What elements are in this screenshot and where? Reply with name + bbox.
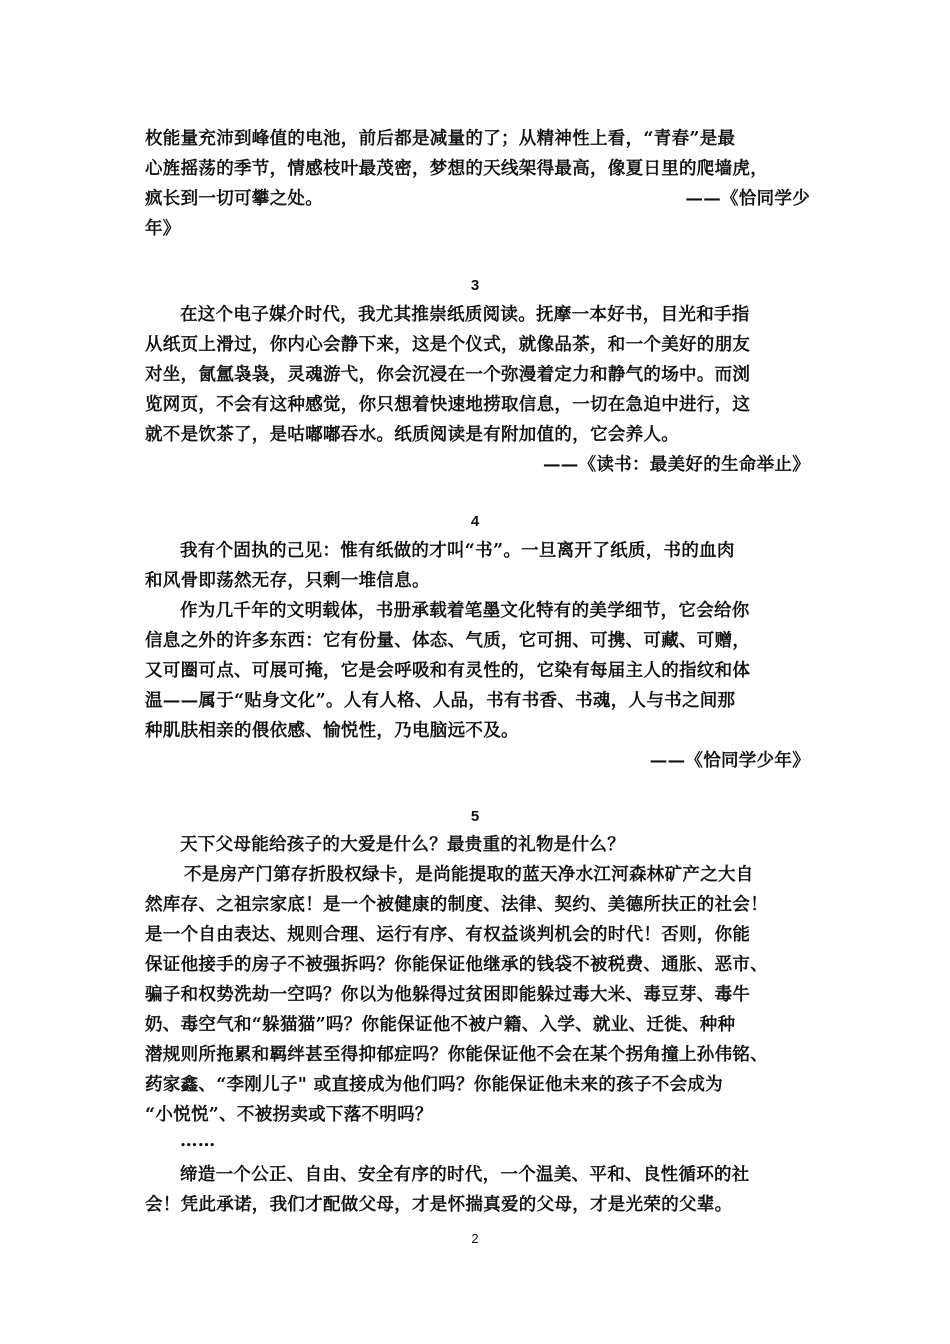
section-5-line: 保证他接手的房子不被强拆吗？你能保证他继承的钱袋不被税费、通胀、恶市、 <box>145 955 768 975</box>
section-5-line: 药家鑫、“李刚儿子" 或直接成为他们吗？你能保证他未来的孩子不会成为 <box>145 1075 723 1095</box>
section-3-line: 对坐，氤氲袅袅，灵魂游弋，你会沉浸在一个弥漫着定力和静气的场中。而浏 <box>145 365 751 385</box>
section-3-line: 在这个电子媒介时代，我尤其推崇纸质阅读。抚摩一本好书，目光和手指 <box>180 305 750 325</box>
intro-line-4: 年》 <box>145 219 181 239</box>
section-5-line: “小悦悦”、不被拐卖或下落不明吗？ <box>145 1105 433 1125</box>
section-5-line: 是一个自由表达、规则合理、运行有序、有权益谈判机会的时代！否则，你能 <box>145 925 751 945</box>
section-4-number: 4 <box>470 513 480 530</box>
intro-line-3-source: ——《恰同学少 <box>685 189 810 209</box>
section-4-line: 作为几千年的文明载体，书册承载着笔墨文化特有的美学细节，它会给你 <box>180 601 750 621</box>
section-5-line: 奶、毒空气和“躲猫猫”吗？你能保证他不被户籍、入学、就业、迁徙、种种 <box>145 1015 736 1035</box>
section-4-line: 信息之外的许多东西：它有份量、体态、气质，它可拥、可携、可藏、可赠， <box>145 631 751 651</box>
section-5-line: 潜规则所拖累和羁绊甚至得抑郁症吗？你能保证他不会在某个拐角撞上孙伟铭、 <box>145 1045 768 1065</box>
section-5-line: 然库存、之祖宗家底！是一个被健康的制度、法律、契约、美德所扶正的社会！ <box>145 895 768 915</box>
page-number: 2 <box>471 1231 479 1246</box>
section-3-source: ——《读书：最美好的生命举止》 <box>543 455 810 475</box>
section-4-line: 种肌肤相亲的偎依感、愉悦性，乃电脑远不及。 <box>145 721 519 741</box>
section-5-line: 骗子和权势洗劫一空吗？你以为他躲得过贫困即能躲过毒大米、毒豆芽、毒牛 <box>145 985 751 1005</box>
section-3-line: 从纸页上滑过，你内心会静下来，这是个仪式，就像品茶，和一个美好的朋友 <box>145 335 751 355</box>
section-4-line: 温——属于“贴身文化”。人有人格、人品，书有书香、书魂，人与书之间那 <box>145 691 736 711</box>
section-5-line: 天下父母能给孩子的大爱是什么？最贵重的礼物是什么？ <box>180 835 625 855</box>
section-3-line: 览网页，不会有这种感觉，你只想着快速地捞取信息，一切在急迫中进行，这 <box>145 395 751 415</box>
section-5-line: 缔造一个公正、自由、安全有序的时代，一个温美、平和、良性循环的社 <box>180 1165 750 1185</box>
section-4-source: ——《恰同学少年》 <box>649 751 810 771</box>
intro-line-2: 心旌摇荡的季节，情感枝叶最茂密，梦想的天线架得最高，像夏日里的爬墙虎， <box>145 159 768 179</box>
section-5-line: 不是房产门第存折股权绿卡，是尚能提取的蓝天净水江河森林矿产之大自 <box>184 865 754 885</box>
section-4-line: 和风骨即荡然无存，只剩一堆信息。 <box>145 571 430 591</box>
section-5-ellipsis: …… <box>180 1131 216 1151</box>
section-3-number: 3 <box>470 277 480 294</box>
intro-line-3-text: 疯长到一切可攀之处。 <box>145 189 323 209</box>
section-5-number: 5 <box>470 808 480 825</box>
section-4-line: 又可圈可点、可展可掩，它是会呼吸和有灵性的，它染有每届主人的指纹和体 <box>145 661 751 681</box>
section-5-line: 会！凭此承诺，我们才配做父母，才是怀揣真爱的父母，才是光荣的父辈。 <box>145 1195 733 1215</box>
section-3-line: 就不是饮茶了，是咕嘟嘟吞水。纸质阅读是有附加值的，它会养人。 <box>145 425 679 445</box>
intro-line-3 <box>145 184 810 214</box>
intro-line-1: 枚能量充沛到峰值的电池，前后都是减量的了；从精神性上看，“青春”是最 <box>145 129 736 149</box>
section-4-line: 我有个固执的己见：惟有纸做的才叫“书”。一旦离开了纸质，书的血肉 <box>180 541 735 561</box>
